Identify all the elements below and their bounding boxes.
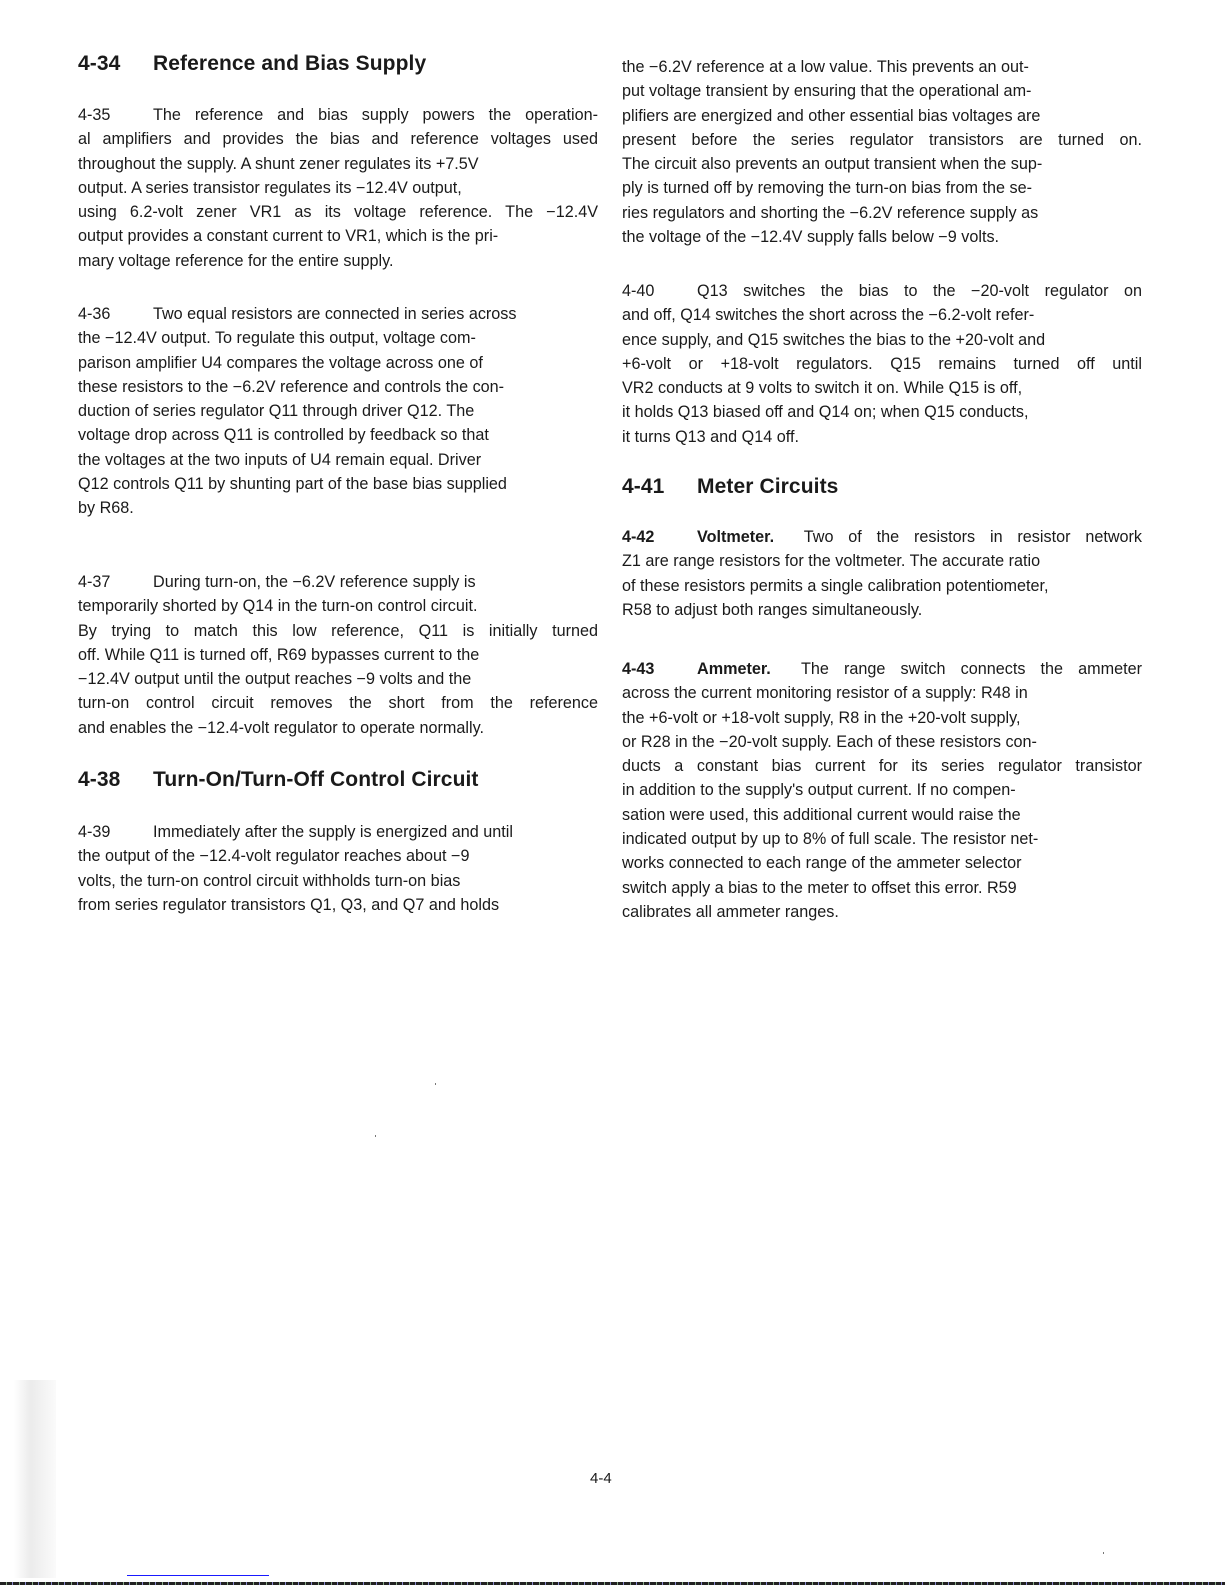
paragraph-line: across the current monitoring resistor of a supply: R48 in bbox=[622, 684, 1028, 703]
paragraph-4-43 bbox=[622, 657, 1142, 924]
paragraph-line: works connected to each range of the ammeter selector bbox=[622, 854, 1022, 873]
paragraph-line: 4-43 Ammeter. The range switch connects the ammeter bbox=[622, 657, 1142, 681]
paragraph-line: calibrates all ammeter ranges. bbox=[622, 902, 839, 921]
paragraph-line: output provides a constant current to VR1, which is the pri- bbox=[78, 227, 499, 246]
paragraph-line: it turns Q13 and Q14 off. bbox=[622, 427, 799, 446]
section-heading-4-34 bbox=[78, 52, 426, 76]
paragraph-line: voltage drop across Q11 is controlled by feedback so that bbox=[78, 426, 489, 445]
paragraph-line: in addition to the supply's output current. If no compen- bbox=[622, 781, 1016, 800]
paragraph-line: volts, the turn-on control circuit withholds turn-on bias bbox=[78, 871, 461, 890]
paragraph-line: mary voltage reference for the entire supply. bbox=[78, 251, 394, 270]
paragraph-line: put voltage transient by ensuring that the operational am- bbox=[622, 82, 1032, 101]
paragraph-4-40 bbox=[622, 279, 1142, 449]
paragraph-4-35 bbox=[78, 103, 598, 273]
paragraph-line: or R28 in the −20-volt supply. Each of these resistors con- bbox=[622, 732, 1037, 751]
paragraph-line: parison amplifier U4 compares the voltage across one of bbox=[78, 353, 483, 372]
paragraph-4-37 bbox=[78, 570, 598, 740]
paragraph-line: using 6.2-volt zener VR1 as its voltage reference. The −12.4V bbox=[78, 203, 598, 222]
paragraph-line: temporarily shorted by Q14 in the turn-on control circuit. bbox=[78, 597, 478, 616]
paragraph-line: 4-36 Two equal resistors are connected in series across bbox=[78, 302, 598, 326]
section-title: Reference and Bias Supply bbox=[153, 52, 427, 75]
paragraph-line: of these resistors permits a single calibration potentiometer, bbox=[622, 576, 1049, 595]
link-underline bbox=[127, 1575, 269, 1576]
paragraph-line: the voltage of the −12.4V supply falls below −9 volts. bbox=[622, 228, 1000, 247]
paragraph-number: 4-40 bbox=[622, 282, 655, 300]
paragraph-number: 4-43 bbox=[622, 660, 655, 678]
paragraph-line: The circuit also prevents an output transient when the sup- bbox=[622, 155, 1043, 174]
paragraph-line: turn-on control circuit removes the short from the reference bbox=[78, 694, 598, 713]
scan-speck bbox=[435, 1083, 436, 1085]
paragraph-number: 4-36 bbox=[78, 305, 111, 323]
section-title: Turn-On/Turn-Off Control Circuit bbox=[153, 768, 479, 791]
paragraph-line: ries regulators and shorting the −6.2V reference supply as bbox=[622, 203, 1039, 222]
paragraph-line: switch apply a bias to the meter to offset this error. R59 bbox=[622, 878, 1017, 897]
section-heading-4-41 bbox=[622, 475, 838, 499]
paragraph-line: the −12.4V output. To regulate this output, voltage com- bbox=[78, 329, 476, 348]
run-in-title: Voltmeter. bbox=[697, 528, 775, 546]
paragraph-line: the +6-volt or +18-volt supply, R8 in the +20-volt supply, bbox=[622, 708, 1021, 727]
paragraph-line: the output of the −12.4-volt regulator reaches about −9 bbox=[78, 847, 470, 866]
paragraph-line: +6-volt or +18-volt regulators. Q15 remains turned off until bbox=[622, 354, 1142, 373]
section-title: Meter Circuits bbox=[697, 475, 839, 498]
paragraph-line: 4-39 Immediately after the supply is energized and until bbox=[78, 820, 598, 844]
paragraph-line: throughout the supply. A shunt zener regulates its +7.5V bbox=[78, 154, 479, 173]
paragraph-number: 4-37 bbox=[78, 573, 111, 591]
paragraph-line: these resistors to the −6.2V reference and controls the con- bbox=[78, 377, 505, 396]
paragraph-line: it holds Q13 biased off and Q14 on; when Q15 conducts, bbox=[622, 403, 1029, 422]
paragraph-line: 4-40 Q13 switches the bias to the −20-volt regulator on bbox=[622, 279, 1142, 303]
paragraph-line: the −6.2V reference at a low value. This prevents an out- bbox=[622, 58, 1029, 76]
paragraph-line: plifiers are energized and other essential bias voltages are bbox=[622, 106, 1041, 125]
paragraph-line: sation were used, this additional current would raise the bbox=[622, 805, 1021, 824]
paragraph-line: ducts a constant bias current for its series regulator transistor bbox=[622, 757, 1142, 776]
section-number: 4-38 bbox=[78, 768, 121, 791]
paragraph-line: by R68. bbox=[78, 499, 134, 518]
paragraph-line: ence supply, and Q15 switches the bias to the +20-volt and bbox=[622, 330, 1046, 349]
paragraph-number: 4-42 bbox=[622, 528, 655, 546]
paragraph-line: al amplifiers and provides the bias and reference voltages used bbox=[78, 130, 598, 149]
paragraph-4-36 bbox=[78, 302, 598, 521]
scan-speck bbox=[1103, 1552, 1104, 1554]
run-in-title: Ammeter. bbox=[697, 660, 771, 678]
paragraph-4-39-continued bbox=[622, 55, 1142, 249]
paragraph-number: 4-39 bbox=[78, 823, 111, 841]
page-number: 4-4 bbox=[590, 1470, 612, 1487]
paragraph-line: duction of series regulator Q11 through driver Q12. The bbox=[78, 402, 475, 421]
paragraph-line: Q12 controls Q11 by shunting part of the base bias supplied bbox=[78, 475, 507, 494]
section-number: 4-34 bbox=[78, 52, 121, 75]
section-heading-4-38 bbox=[78, 768, 479, 792]
paragraph-line: output. A series transistor regulates its −12.4V output, bbox=[78, 178, 462, 197]
paragraph-line: 4-35 The reference and bias supply powers the operation- bbox=[78, 103, 598, 127]
paragraph-line: off. While Q11 is turned off, R69 bypasses current to the bbox=[78, 645, 480, 664]
paragraph-line: and enables the −12.4-volt regulator to operate normally. bbox=[78, 718, 484, 737]
paragraph-line: from series regulator transistors Q1, Q3, and Q7 and holds bbox=[78, 895, 500, 914]
paragraph-4-39 bbox=[78, 820, 598, 917]
scan-shadow bbox=[14, 1380, 56, 1578]
scan-speck bbox=[375, 1135, 376, 1137]
paragraph-line: By trying to match this low reference, Q11 is initially turned bbox=[78, 621, 598, 640]
paragraph-4-42 bbox=[622, 525, 1142, 622]
section-number: 4-41 bbox=[622, 475, 665, 498]
paragraph-line: −12.4V output until the output reaches −9 volts and the bbox=[78, 670, 472, 689]
paragraph-line: the voltages at the two inputs of U4 remain equal. Driver bbox=[78, 450, 482, 469]
paragraph-line: 4-37 During turn-on, the −6.2V reference supply is bbox=[78, 570, 598, 594]
paragraph-line: 4-42 Voltmeter. Two of the resistors in resistor network bbox=[622, 525, 1142, 549]
paragraph-line: VR2 conducts at 9 volts to switch it on. While Q15 is off, bbox=[622, 379, 1023, 398]
paragraph-line: present before the series regulator transistors are turned on. bbox=[622, 130, 1142, 149]
paragraph-line: R58 to adjust both ranges simultaneously. bbox=[622, 600, 923, 619]
paragraph-line: ply is turned off by removing the turn-on bias from the se- bbox=[622, 179, 1032, 198]
paragraph-number: 4-35 bbox=[78, 106, 111, 124]
paragraph-line: and off, Q14 switches the short across the −6.2-volt refer- bbox=[622, 306, 1035, 325]
paragraph-line: Z1 are range resistors for the voltmeter. The accurate ratio bbox=[622, 552, 1041, 571]
paragraph-line: indicated output by up to 8% of full scale. The resistor net- bbox=[622, 830, 1039, 849]
